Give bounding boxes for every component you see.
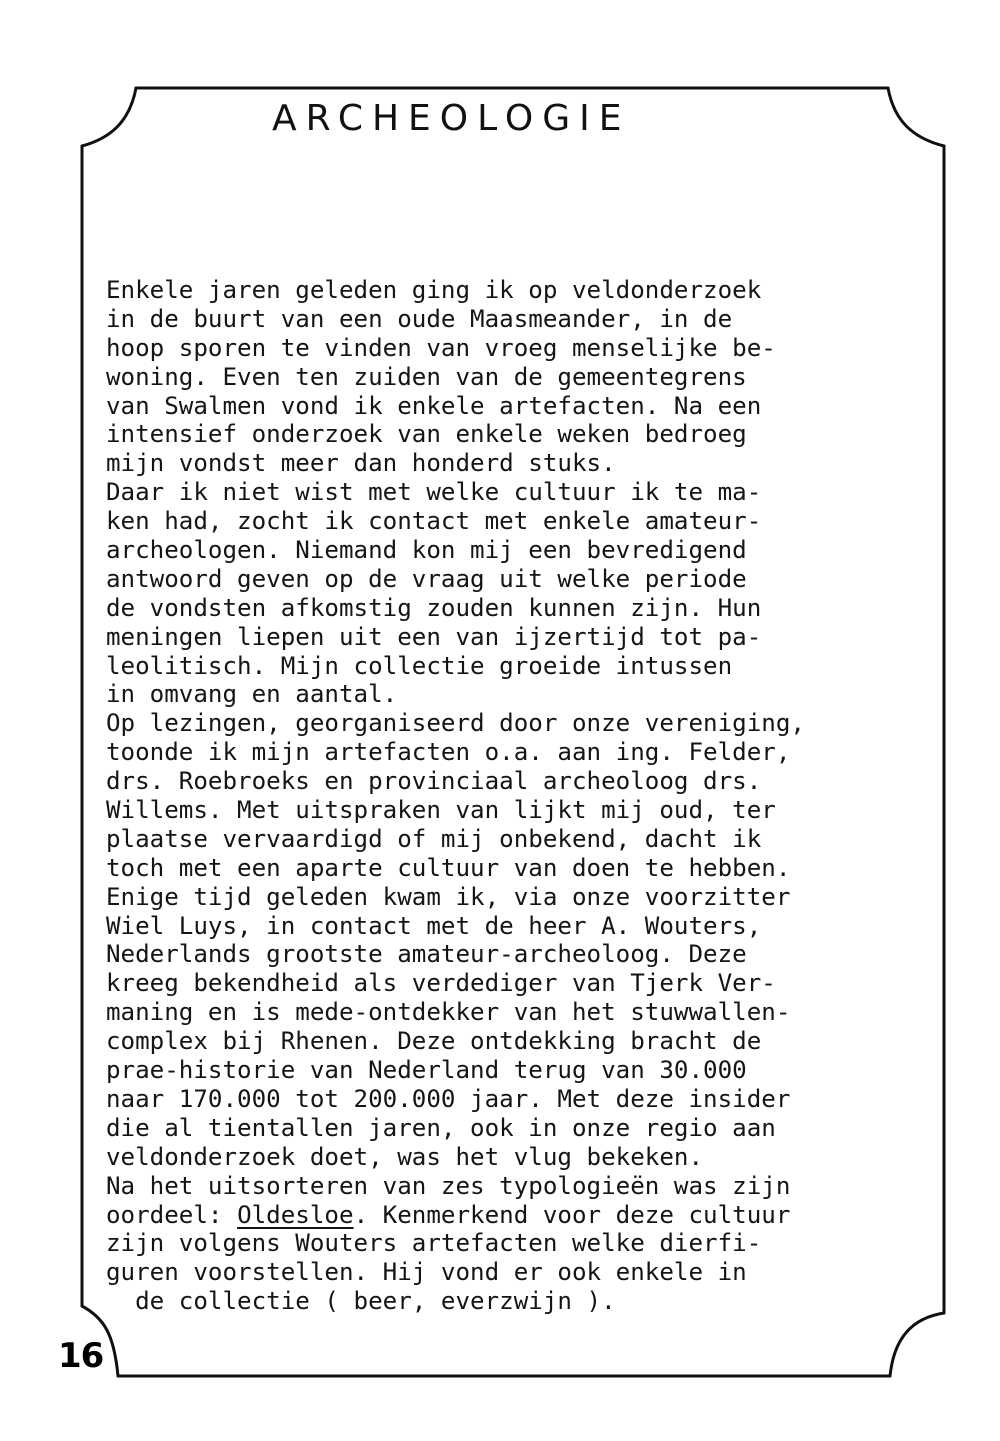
frame-bottom-right-curl bbox=[890, 1313, 944, 1376]
article-line: archeologen. Niemand kon mij een bevredigend bbox=[106, 536, 747, 565]
article-line: mijn vondst meer dan honderd stuks. bbox=[106, 449, 616, 478]
article-line: Enkele jaren geleden ging ik op veldonderzoek bbox=[106, 276, 762, 304]
article-line: Op lezingen, georganiseerd door onze vereniging, bbox=[106, 709, 805, 738]
article-line: Daar ik niet wist met welke cultuur ik te ma- bbox=[106, 478, 762, 507]
frame-top-left-curl bbox=[82, 88, 136, 146]
article-line: naar 170.000 tot 200.000 jaar. Met deze insider bbox=[106, 1084, 791, 1113]
article-line: de collectie ( beer, everzwijn ). bbox=[106, 1287, 616, 1316]
article-line: woning. Even ten zuiden van de gemeentegrens bbox=[106, 362, 747, 391]
article-line: plaatse vervaardigd of mij onbekend, dacht ik bbox=[106, 824, 762, 853]
article-line: hoop sporen te vinden van vroeg menselijke be- bbox=[106, 333, 776, 362]
article-line: ken had, zocht ik contact met enkele amateur- bbox=[106, 507, 762, 536]
page-title: ARCHEOLOGIE bbox=[272, 98, 631, 139]
article-line: antwoord geven op de vraag uit welke periode bbox=[106, 564, 747, 593]
culture-name-underlined: Oldesloe bbox=[237, 1200, 354, 1229]
article-line: leolitisch. Mijn collectie groeide intussen bbox=[106, 651, 733, 680]
article-line: Willems. Met uitspraken van lijkt mij oud, ter bbox=[106, 796, 776, 825]
article-line: Wiel Luys, in contact met de heer A. Wouters, bbox=[106, 911, 762, 940]
article-line: maning en is mede-ontdekker van het stuwwallen- bbox=[106, 998, 791, 1027]
article-line: de vondsten afkomstig zouden kunnen zijn. Hun bbox=[106, 593, 762, 622]
article-line: in omvang en aantal. bbox=[106, 680, 398, 709]
article-line: intensief onderzoek van enkele weken bedroeg bbox=[106, 420, 747, 449]
article-line: Na het uitsorteren van zes typologieën was zijn bbox=[106, 1171, 791, 1200]
article-line: complex bij Rhenen. Deze ontdekking bracht de bbox=[106, 1027, 762, 1056]
article-line: veldonderzoek doet, was het vlug bekeken. bbox=[106, 1142, 704, 1171]
article-line: drs. Roebroeks en provinciaal archeoloog drs. bbox=[106, 767, 762, 796]
article-line: in de buurt van een oude Maasmeander, in de bbox=[106, 304, 733, 333]
article-text: . Kenmerkend voor deze cultuur bbox=[353, 1200, 791, 1229]
article-line: meningen liepen uit een van ijzertijd tot pa- bbox=[106, 622, 762, 651]
article-line: van Swalmen vond ik enkele artefacten. Na een bbox=[106, 391, 762, 420]
article-line: toch met een aparte cultuur van doen te hebben. bbox=[106, 853, 791, 882]
article-text: oordeel: bbox=[106, 1200, 238, 1229]
frame-top-right-curl bbox=[888, 88, 944, 146]
article-body bbox=[106, 276, 966, 1316]
article-line: prae-historie van Nederland terug van 30.000 bbox=[106, 1056, 747, 1085]
article-line: zijn volgens Wouters artefacten welke dierfi- bbox=[106, 1229, 762, 1258]
article-line: guren voorstellen. Hij vond er ook enkele in bbox=[106, 1258, 747, 1287]
article-line: toonde ik mijn artefacten o.a. aan ing. Felder, bbox=[106, 738, 791, 767]
article-line-oldesloe bbox=[106, 1201, 966, 1230]
article-line: Nederlands grootste amateur-archeoloog. Deze bbox=[106, 940, 747, 969]
article-line: Enige tijd geleden kwam ik, via onze voorzitter bbox=[106, 882, 791, 911]
article-line: die al tientallen jaren, ook in onze regio aan bbox=[106, 1113, 776, 1142]
page-number: 16 bbox=[58, 1336, 104, 1376]
article-line: kreeg bekendheid als verdediger van Tjerk Ver- bbox=[106, 969, 776, 998]
